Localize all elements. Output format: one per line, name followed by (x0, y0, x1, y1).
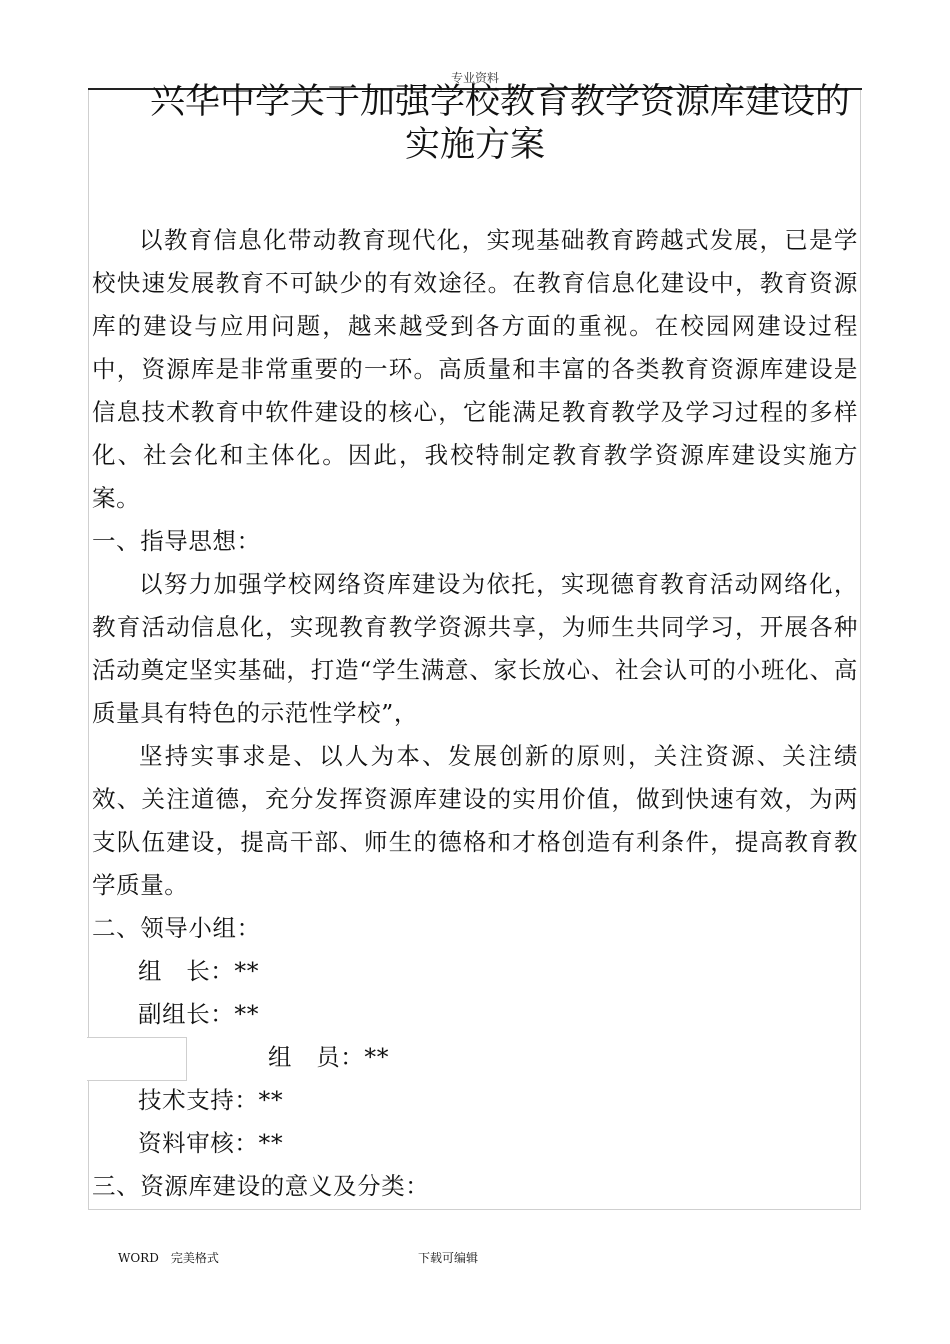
footer-right: 下载可编辑 (418, 1251, 479, 1265)
section3-heading: 三、资源库建设的意义及分类： (92, 1172, 430, 1200)
member-deputy-leader: 副组长：** (138, 1000, 260, 1028)
document-title-line2: 实施方案 (404, 125, 545, 165)
footer-left: WORD 完美格式 (118, 1251, 219, 1265)
member-tech-support: 技术支持：** (138, 1086, 284, 1114)
section1-paragraph-2: 坚持实事求是、以人为本、发展创新的原则，关注资源、关注绩效、关注道德，充分发挥资源库建设的实用价值，做到快速有效，为两支队伍建设，提高干部、师生的德格和才格创造有利条件，提高教育教学质量。 (92, 742, 858, 899)
document-body (92, 219, 858, 1208)
member-members: 组 员：** (268, 1043, 390, 1071)
section2-heading: 二、领导小组： (92, 914, 261, 942)
member-review: 资料审核：** (138, 1129, 284, 1157)
section1-paragraph-1: 以努力加强学校网络资库建设为依托，实现德育教育活动网络化，教育活动信息化，实现教育教学资源共享，为师生共同学习，开展各种活动奠定坚实基础，打造“学生满意、家长放心、社会认可的小班化、高质量具有特色的示范性学校”， (92, 570, 858, 727)
intro-paragraph: 以教育信息化带动教育现代化，实现基础教育跨越式发展，已是学校快速发展教育不可缺少的有效途径。在教育信息化建设中，教育资源库的建设与应用问题，越来越受到各方面的重视。在校园网建设过程中，资源库是非常重要的一环。高质量和丰富的各类教育资源库建设是信息技术教育中软件建设的核心，它能满足教育教学及学习过程的多样化、社会化和主体化。因此，我校特制定教育教学资源库建设实施方案。 (92, 226, 858, 512)
header-label: 专业资料 (450, 71, 499, 85)
section1-heading: 一、指导思想： (92, 527, 261, 555)
member-leader: 组 长：** (138, 957, 260, 985)
document-title-line1: 兴华中学关于加强学校教育教学资源库建设的 (150, 82, 851, 122)
